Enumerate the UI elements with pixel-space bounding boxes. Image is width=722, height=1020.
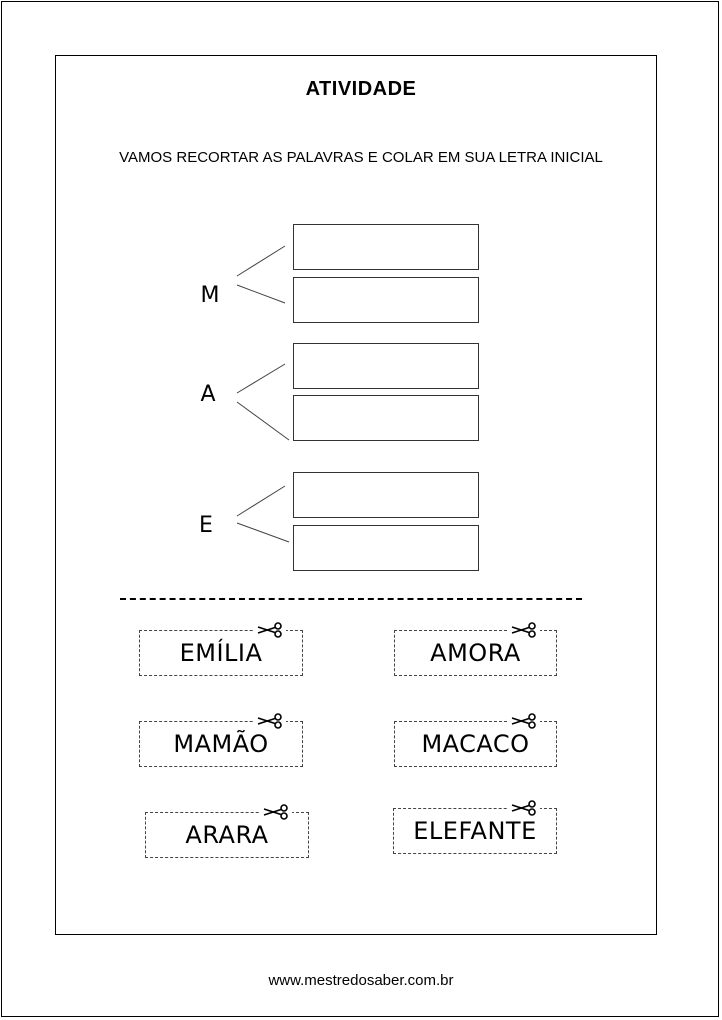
word-label: ARARA bbox=[185, 821, 269, 849]
word-label: MAMÃO bbox=[173, 730, 269, 758]
footer-website: www.mestredosaber.com.br bbox=[268, 972, 454, 989]
scissors-icon bbox=[254, 622, 286, 638]
scissors-icon bbox=[508, 713, 540, 729]
answer-box-e-1 bbox=[293, 472, 479, 518]
connector-m-top bbox=[237, 246, 285, 276]
answer-box-a-2 bbox=[293, 395, 479, 441]
connector-e-bottom bbox=[237, 523, 289, 542]
word-label: AMORA bbox=[430, 639, 521, 667]
word-label: ELEFANTE bbox=[413, 817, 537, 845]
connector-m-bottom bbox=[237, 285, 285, 303]
connector-a-bottom bbox=[237, 402, 289, 440]
scissors-icon bbox=[254, 713, 286, 729]
word-label: MACACO bbox=[421, 730, 530, 758]
answer-box-e-2 bbox=[293, 525, 479, 571]
letter-m: M bbox=[200, 283, 220, 308]
scissors-icon bbox=[508, 622, 540, 638]
worksheet-title: ATIVIDADE bbox=[305, 78, 417, 100]
word-label: EMÍLIA bbox=[179, 639, 263, 667]
worksheet-instruction: VAMOS RECORTAR AS PALAVRAS E COLAR EM SUA LETRA INICIAL bbox=[119, 149, 603, 166]
answer-box-m-2 bbox=[293, 277, 479, 323]
word-card bbox=[393, 808, 557, 854]
connector-a-top bbox=[237, 364, 285, 393]
word-card bbox=[139, 721, 303, 767]
answer-box-m-1 bbox=[293, 224, 479, 270]
cut-separator-line bbox=[120, 598, 582, 600]
scissors-icon bbox=[260, 804, 292, 820]
letter-a: A bbox=[200, 382, 216, 407]
letter-e: E bbox=[199, 513, 213, 538]
word-card bbox=[394, 630, 557, 676]
answer-box-a-1 bbox=[293, 343, 479, 389]
word-card bbox=[139, 630, 303, 676]
scissors-icon bbox=[508, 800, 540, 816]
word-card bbox=[145, 812, 309, 858]
word-card bbox=[394, 721, 557, 767]
connector-e-top bbox=[237, 486, 285, 516]
